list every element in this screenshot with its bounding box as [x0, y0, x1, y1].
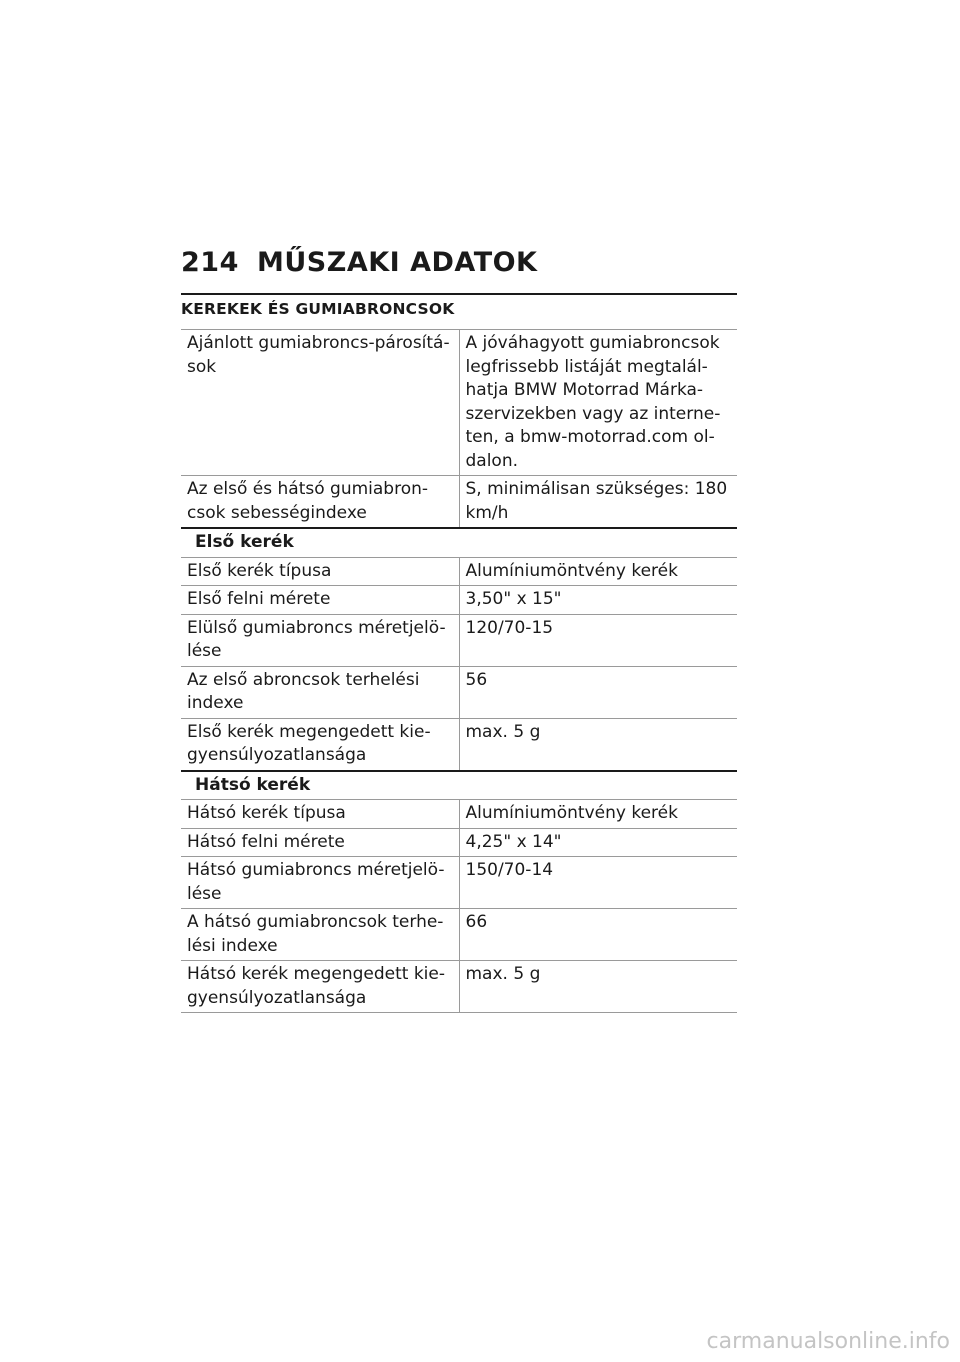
row-value: 3,50" x 15"	[459, 586, 737, 615]
page-number: 214	[181, 246, 239, 278]
table-row	[181, 614, 737, 666]
row-label: Elülső gumiabroncs méretjelö-lése	[181, 614, 459, 666]
page-header	[181, 245, 737, 279]
spec-table	[181, 329, 737, 1013]
row-label: Hátsó felni mérete	[181, 828, 459, 857]
row-label: Hátsó gumiabroncs méretjelö-lése	[181, 857, 459, 909]
row-value: S, minimálisan szükséges: 180 km/h	[459, 476, 737, 529]
table-row	[181, 961, 737, 1013]
row-value: max. 5 g	[459, 961, 737, 1013]
group-heading-rear	[181, 771, 737, 800]
row-label: Első kerék típusa	[181, 557, 459, 586]
row-label: Ajánlott gumiabroncs-párosítá-sok	[181, 330, 459, 476]
row-value: Alumíniumöntvény kerék	[459, 557, 737, 586]
row-label: Az első abroncsok terhelési indexe	[181, 666, 459, 718]
group-heading-front	[181, 528, 737, 557]
table-row	[181, 718, 737, 771]
table-row	[181, 330, 737, 476]
group-title: Első kerék	[181, 528, 737, 557]
row-label: A hátsó gumiabroncsok terhe-lési indexe	[181, 909, 459, 961]
row-value: 56	[459, 666, 737, 718]
row-value: 4,25" x 14"	[459, 828, 737, 857]
row-label: Hátsó kerék megengedett kie-gyensúlyozatlansága	[181, 961, 459, 1013]
row-label: Első kerék megengedett kie-gyensúlyozatlansága	[181, 718, 459, 771]
group-title: Hátsó kerék	[181, 771, 737, 800]
row-value: max. 5 g	[459, 718, 737, 771]
row-label: Hátsó kerék típusa	[181, 800, 459, 829]
row-value: 120/70-15	[459, 614, 737, 666]
section-title: KEREKEK ÉS GUMIABRONCSOK	[181, 300, 455, 318]
table-row	[181, 909, 737, 961]
table-row	[181, 476, 737, 529]
chapter-title: MŰSZAKI ADATOK	[257, 246, 538, 278]
table-row	[181, 800, 737, 829]
row-label: Az első és hátsó gumiabron-csok sebességindexe	[181, 476, 459, 529]
table-row	[181, 666, 737, 718]
table-row	[181, 586, 737, 615]
table-row	[181, 557, 737, 586]
row-value: A jóváhagyott gumiabroncsok legfrissebb listáját megtalál-hatja BMW Motorrad Márka-szervizekben vagy az interne-ten, a bmw-motorrad.com ol-dalon.	[459, 330, 737, 476]
row-value: Alumíniumöntvény kerék	[459, 800, 737, 829]
watermark-link[interactable]: carmanualsonline.info	[706, 1329, 950, 1354]
row-value: 66	[459, 909, 737, 961]
section-divider	[181, 293, 737, 295]
table-row	[181, 828, 737, 857]
row-label: Első felni mérete	[181, 586, 459, 615]
row-value: 150/70-14	[459, 857, 737, 909]
table-row	[181, 857, 737, 909]
